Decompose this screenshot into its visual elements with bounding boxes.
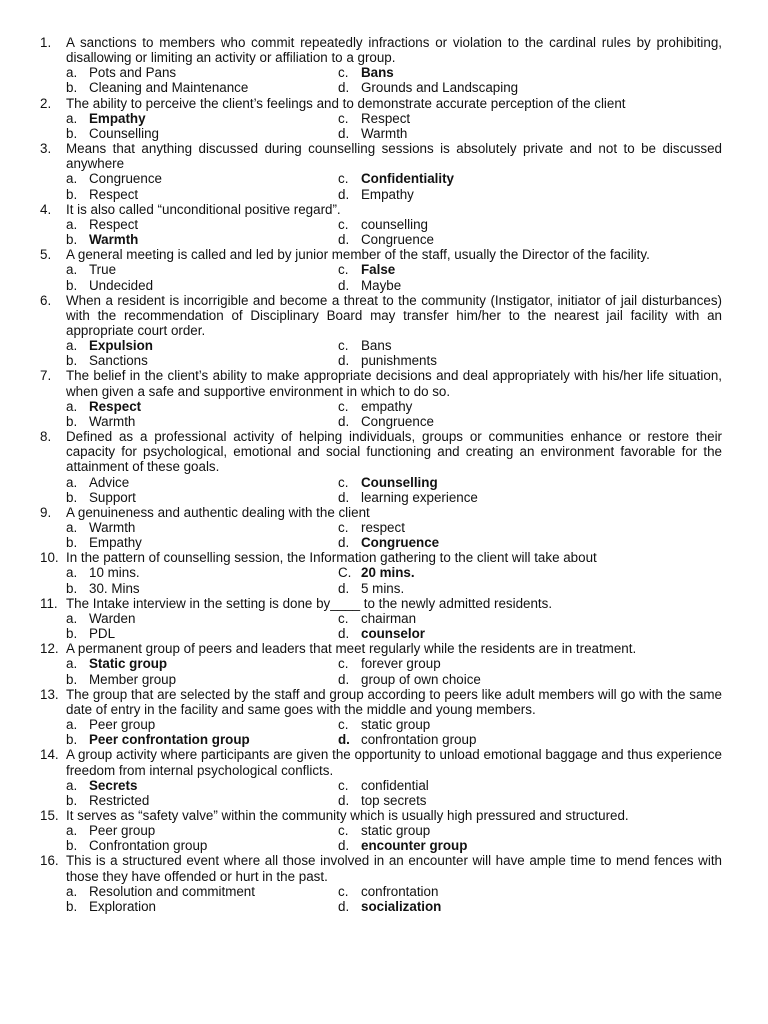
option-text: Respect: [89, 186, 139, 202]
question-text: It is also called “unconditional positive regard”.: [66, 201, 341, 217]
question-text: The ability to perceive the client’s feelings and to demonstrate accurate perception of the client: [66, 95, 626, 111]
question-item: [40, 429, 722, 505]
answer-option: [66, 65, 338, 80]
answer-option: [66, 232, 338, 247]
question-text: A sanctions to members who commit repeatedly infractions or violation to the cardinal rules by prohibiting, disallowing or limiting an activity or affiliation to a group.: [66, 35, 722, 66]
option-letter: d.: [338, 353, 350, 369]
answer-option: [338, 611, 722, 626]
answer-options: [66, 565, 722, 595]
option-letter: a.: [66, 338, 78, 354]
option-letter: d.: [338, 898, 350, 914]
answer-options: [66, 217, 722, 247]
answer-option: [66, 717, 338, 732]
answer-option: [66, 414, 338, 429]
option-text: Warmth: [89, 413, 136, 429]
option-letter: a.: [66, 656, 78, 672]
option-text: group of own choice: [361, 671, 481, 687]
answer-option: [338, 353, 722, 368]
question-text: A permanent group of peers and leaders that meet regularly while the residents are in treatment.: [66, 641, 637, 657]
answer-option: [66, 672, 338, 687]
option-letter: d.: [338, 671, 350, 687]
correct-answer-text: Counselling: [361, 474, 438, 490]
answer-option: [338, 475, 722, 490]
option-text: Support: [89, 489, 136, 505]
question-text: The Intake interview in the setting is done by____ to the newly admitted residents.: [66, 595, 553, 611]
option-letter: b.: [66, 732, 78, 748]
question-text: It serves as “safety valve” within the community which is usually high pressured and structured.: [66, 807, 629, 823]
answer-option: [66, 338, 338, 353]
option-letter: a.: [66, 610, 78, 626]
answer-options: [66, 111, 722, 141]
answer-option: [338, 656, 722, 671]
option-letter: a.: [66, 474, 78, 490]
question-item: [40, 201, 722, 248]
question-item: [40, 504, 722, 551]
option-letter: a.: [66, 65, 78, 81]
option-text: Empathy: [361, 186, 414, 202]
option-text: Congruence: [89, 171, 162, 187]
option-text: Peer group: [89, 823, 156, 839]
answer-option: [338, 232, 722, 247]
question-number: 5.: [40, 247, 52, 263]
option-text: Empathy: [89, 535, 142, 551]
answer-options: [66, 717, 722, 747]
answer-option: [66, 278, 338, 293]
correct-answer-text: Peer confrontation group: [89, 732, 250, 748]
option-letter: a.: [66, 216, 78, 232]
answer-option: [66, 823, 338, 838]
correct-answer-text: counselor: [361, 626, 425, 642]
answer-option: [66, 884, 338, 899]
answer-option: [66, 262, 338, 277]
question-number: 15.: [40, 807, 59, 823]
question-number: 8.: [40, 429, 52, 445]
question-item: [40, 368, 722, 429]
question-item: [40, 641, 722, 687]
question-item: [40, 595, 722, 642]
option-text: Undecided: [89, 277, 154, 293]
correct-answer-text: Congruence: [361, 535, 440, 551]
question-number: 13.: [40, 686, 59, 702]
answer-options: [66, 399, 722, 429]
question-text: Means that anything discussed during counselling sessions is absolutely private and not to be discussed anywhere: [66, 141, 722, 172]
option-text: Pots and Pans: [89, 65, 177, 81]
option-letter: c.: [338, 262, 349, 278]
option-letter: d.: [338, 838, 350, 854]
option-text: Cleaning and Maintenance: [89, 80, 249, 96]
answer-options: [66, 520, 722, 550]
question-text: Defined as a professional activity of helping individuals, groups or communities enhance or restore their capacity for psychological, emotional and social functioning and creating an environment favorable for the attainment of these goals.: [66, 429, 722, 475]
question-item: [40, 141, 722, 202]
question-item: [40, 853, 722, 914]
option-letter: C.: [338, 565, 352, 581]
correct-answer-text: Warmth: [89, 232, 139, 248]
correct-answer-text: Respect: [89, 398, 142, 414]
question-item: [40, 686, 722, 748]
answer-option: [338, 838, 722, 853]
option-text: Restricted: [89, 792, 150, 808]
answer-option: [338, 520, 722, 535]
option-text: Peer group: [89, 717, 156, 733]
answer-option: [338, 581, 722, 596]
question-number: 6.: [40, 292, 52, 308]
question-text: This is a structured event where all those involved in an encounter will have ample time to mend fences with those they have offended or hurt in the past.: [66, 853, 722, 884]
answer-option: [338, 823, 722, 838]
option-text: Respect: [89, 216, 139, 232]
answer-option: [338, 717, 722, 732]
option-letter: d.: [338, 413, 350, 429]
question-text: A general meeting is called and led by junior member of the staff, usually the Director of the facility.: [66, 247, 650, 263]
question-number: 11.: [40, 595, 58, 611]
option-letter: a.: [66, 520, 78, 535]
answer-options: [66, 475, 722, 505]
option-text: punishments: [361, 353, 437, 369]
option-text: Warmth: [89, 520, 136, 535]
option-text: Resolution and commitment: [89, 883, 255, 899]
question-item: [40, 292, 722, 369]
option-letter: c.: [338, 610, 349, 626]
option-text: chairman: [361, 610, 417, 626]
option-letter: a.: [66, 398, 78, 414]
answer-option: [66, 793, 338, 808]
option-letter: b.: [66, 80, 78, 96]
option-letter: d.: [338, 732, 350, 748]
correct-answer-text: Static group: [89, 656, 168, 672]
option-letter: c.: [338, 717, 349, 733]
answer-option: [66, 626, 338, 641]
answer-options: [66, 65, 722, 95]
option-letter: d.: [338, 277, 350, 293]
option-letter: c.: [338, 338, 349, 354]
option-letter: c.: [338, 474, 349, 490]
answer-option: [66, 565, 338, 580]
correct-answer-text: encounter group: [361, 838, 468, 854]
option-letter: a.: [66, 777, 78, 793]
option-text: Grounds and Landscaping: [361, 80, 519, 96]
option-text: learning experience: [361, 489, 478, 505]
answer-options: [66, 884, 722, 914]
answer-options: [66, 338, 722, 368]
question-text: The belief in the client’s ability to make appropriate decisions and deal appropriately with his/her life situation, when given a safe and supportive environment in which to do so.: [66, 368, 722, 399]
option-letter: d.: [338, 535, 350, 551]
option-letter: b.: [66, 671, 78, 687]
correct-answer-text: 20 mins.: [361, 565, 415, 581]
question-text: The group that are selected by the staff and group according to peers like adult members will go with the same date of entry in the facility and same goes with the middle and young members.: [66, 686, 722, 717]
question-number: 9.: [40, 504, 52, 520]
option-text: Congruence: [361, 232, 434, 248]
option-letter: c.: [338, 110, 349, 126]
option-letter: b.: [66, 535, 78, 551]
option-letter: c.: [338, 171, 349, 187]
option-letter: b.: [66, 232, 78, 248]
question-number: 1.: [40, 35, 52, 50]
option-text: top secrets: [361, 792, 427, 808]
answer-option: [66, 611, 338, 626]
option-text: Advice: [89, 474, 130, 490]
option-text: Warden: [89, 610, 136, 626]
question-text: A group activity where participants are given the opportunity to unload emotional baggage and thus experience freedom from internal psychological conflicts.: [66, 747, 722, 778]
answer-option: [338, 778, 722, 793]
question-text: When a resident is incorrigible and become a threat to the community (Instigator, initiator of jail disturbances) with the recommendation of Disciplinary Board may transfer him/her to the nearest jail facility with an appropriate court order.: [66, 292, 722, 338]
option-letter: d.: [338, 580, 350, 596]
option-text: Warmth: [361, 125, 408, 141]
option-text: static group: [361, 823, 431, 839]
option-letter: b.: [66, 489, 78, 505]
answer-option: [338, 732, 722, 747]
option-letter: a.: [66, 171, 78, 187]
option-letter: b.: [66, 413, 78, 429]
option-letter: d.: [338, 626, 350, 642]
option-letter: d.: [338, 125, 350, 141]
option-text: respect: [361, 520, 405, 535]
answer-option: [66, 399, 338, 414]
answer-option: [338, 217, 722, 232]
option-letter: b.: [66, 626, 78, 642]
answer-option: [66, 490, 338, 505]
answer-option: [66, 171, 338, 186]
correct-answer-text: Secrets: [89, 777, 138, 793]
option-letter: c.: [338, 656, 349, 672]
option-text: Counselling: [89, 125, 159, 141]
option-letter: b.: [66, 186, 78, 202]
option-letter: b.: [66, 838, 78, 854]
option-text: confrontation group: [361, 732, 477, 748]
answer-option: [338, 126, 722, 141]
question-item: [40, 35, 722, 96]
option-letter: b.: [66, 898, 78, 914]
answer-option: [338, 171, 722, 186]
option-text: Sanctions: [89, 353, 148, 369]
answer-option: [338, 565, 722, 580]
option-text: True: [89, 262, 117, 278]
option-text: Member group: [89, 671, 177, 687]
answer-option: [66, 732, 338, 747]
correct-answer-text: Empathy: [89, 110, 146, 126]
answer-option: [338, 65, 722, 80]
option-text: PDL: [89, 626, 116, 642]
answer-option: [338, 278, 722, 293]
option-text: 10 mins.: [89, 565, 140, 581]
correct-answer-text: Expulsion: [89, 338, 153, 354]
option-text: Exploration: [89, 898, 156, 914]
answer-option: [66, 838, 338, 853]
answer-option: [66, 80, 338, 95]
question-number: 3.: [40, 141, 52, 157]
option-text: confrontation: [361, 883, 439, 899]
answer-option: [338, 672, 722, 687]
answer-option: [66, 475, 338, 490]
option-letter: a.: [66, 565, 78, 581]
answer-options: [66, 823, 722, 853]
option-text: counselling: [361, 216, 428, 232]
answer-option: [338, 399, 722, 414]
option-letter: b.: [66, 792, 78, 808]
answer-option: [338, 187, 722, 202]
answer-option: [66, 656, 338, 671]
option-text: Bans: [361, 338, 392, 354]
option-letter: d.: [338, 232, 350, 248]
question-number: 2.: [40, 95, 52, 111]
option-text: empathy: [361, 398, 413, 414]
option-letter: b.: [66, 580, 78, 596]
correct-answer-text: False: [361, 262, 396, 278]
question-number: 4.: [40, 201, 52, 217]
option-letter: d.: [338, 80, 350, 96]
answer-option: [338, 111, 722, 126]
answer-option: [338, 262, 722, 277]
answer-options: [66, 611, 722, 641]
question-item: [40, 95, 722, 141]
question-item: [40, 247, 722, 293]
option-letter: c.: [338, 823, 349, 839]
answer-option: [338, 899, 722, 914]
correct-answer-text: Confidentiality: [361, 171, 454, 187]
answer-option: [66, 581, 338, 596]
option-letter: c.: [338, 777, 349, 793]
answer-option: [338, 80, 722, 95]
answer-option: [338, 490, 722, 505]
option-letter: a.: [66, 262, 78, 278]
option-letter: b.: [66, 125, 78, 141]
question-item: [40, 807, 722, 854]
option-letter: c.: [338, 65, 349, 81]
option-text: static group: [361, 717, 431, 733]
answer-option: [338, 626, 722, 641]
question-text: A genuineness and authentic dealing with the client: [66, 504, 370, 520]
answer-option: [66, 111, 338, 126]
answer-option: [66, 353, 338, 368]
question-item: [40, 747, 722, 808]
option-letter: d.: [338, 489, 350, 505]
option-letter: b.: [66, 277, 78, 293]
answer-option: [338, 338, 722, 353]
answer-option: [338, 884, 722, 899]
question-text: In the pattern of counselling session, the Information gathering to the client will take about: [66, 550, 597, 566]
answer-option: [66, 778, 338, 793]
option-letter: a.: [66, 883, 78, 899]
option-text: Confrontation group: [89, 838, 208, 854]
answer-option: [66, 535, 338, 550]
option-text: Congruence: [361, 413, 434, 429]
answer-option: [338, 414, 722, 429]
option-text: forever group: [361, 656, 441, 672]
answer-options: [66, 171, 722, 201]
question-number: 7.: [40, 368, 52, 384]
answer-option: [338, 793, 722, 808]
question-item: [40, 550, 722, 596]
option-letter: a.: [66, 717, 78, 733]
answer-option: [66, 217, 338, 232]
option-letter: d.: [338, 186, 350, 202]
question-number: 16.: [40, 853, 59, 869]
question-number: 12.: [40, 641, 59, 657]
option-letter: b.: [66, 353, 78, 369]
option-text: confidential: [361, 777, 429, 793]
answer-option: [66, 187, 338, 202]
answer-option: [66, 520, 338, 535]
option-letter: d.: [338, 792, 350, 808]
option-text: Maybe: [361, 277, 402, 293]
option-letter: a.: [66, 823, 78, 839]
option-letter: c.: [338, 398, 349, 414]
answer-option: [66, 899, 338, 914]
question-number: 10.: [40, 550, 59, 566]
answer-option: [338, 535, 722, 550]
answer-options: [66, 778, 722, 808]
correct-answer-text: socialization: [361, 898, 442, 914]
option-letter: c.: [338, 520, 349, 535]
option-text: 5 mins.: [361, 580, 405, 596]
answer-option: [66, 126, 338, 141]
option-letter: c.: [338, 216, 349, 232]
correct-answer-text: Bans: [361, 65, 394, 81]
option-text: Respect: [361, 110, 411, 126]
answer-options: [66, 262, 722, 292]
option-text: 30. Mins: [89, 580, 140, 596]
option-letter: c.: [338, 883, 349, 899]
option-letter: a.: [66, 110, 78, 126]
question-number: 14.: [40, 747, 59, 763]
answer-options: [66, 656, 722, 686]
